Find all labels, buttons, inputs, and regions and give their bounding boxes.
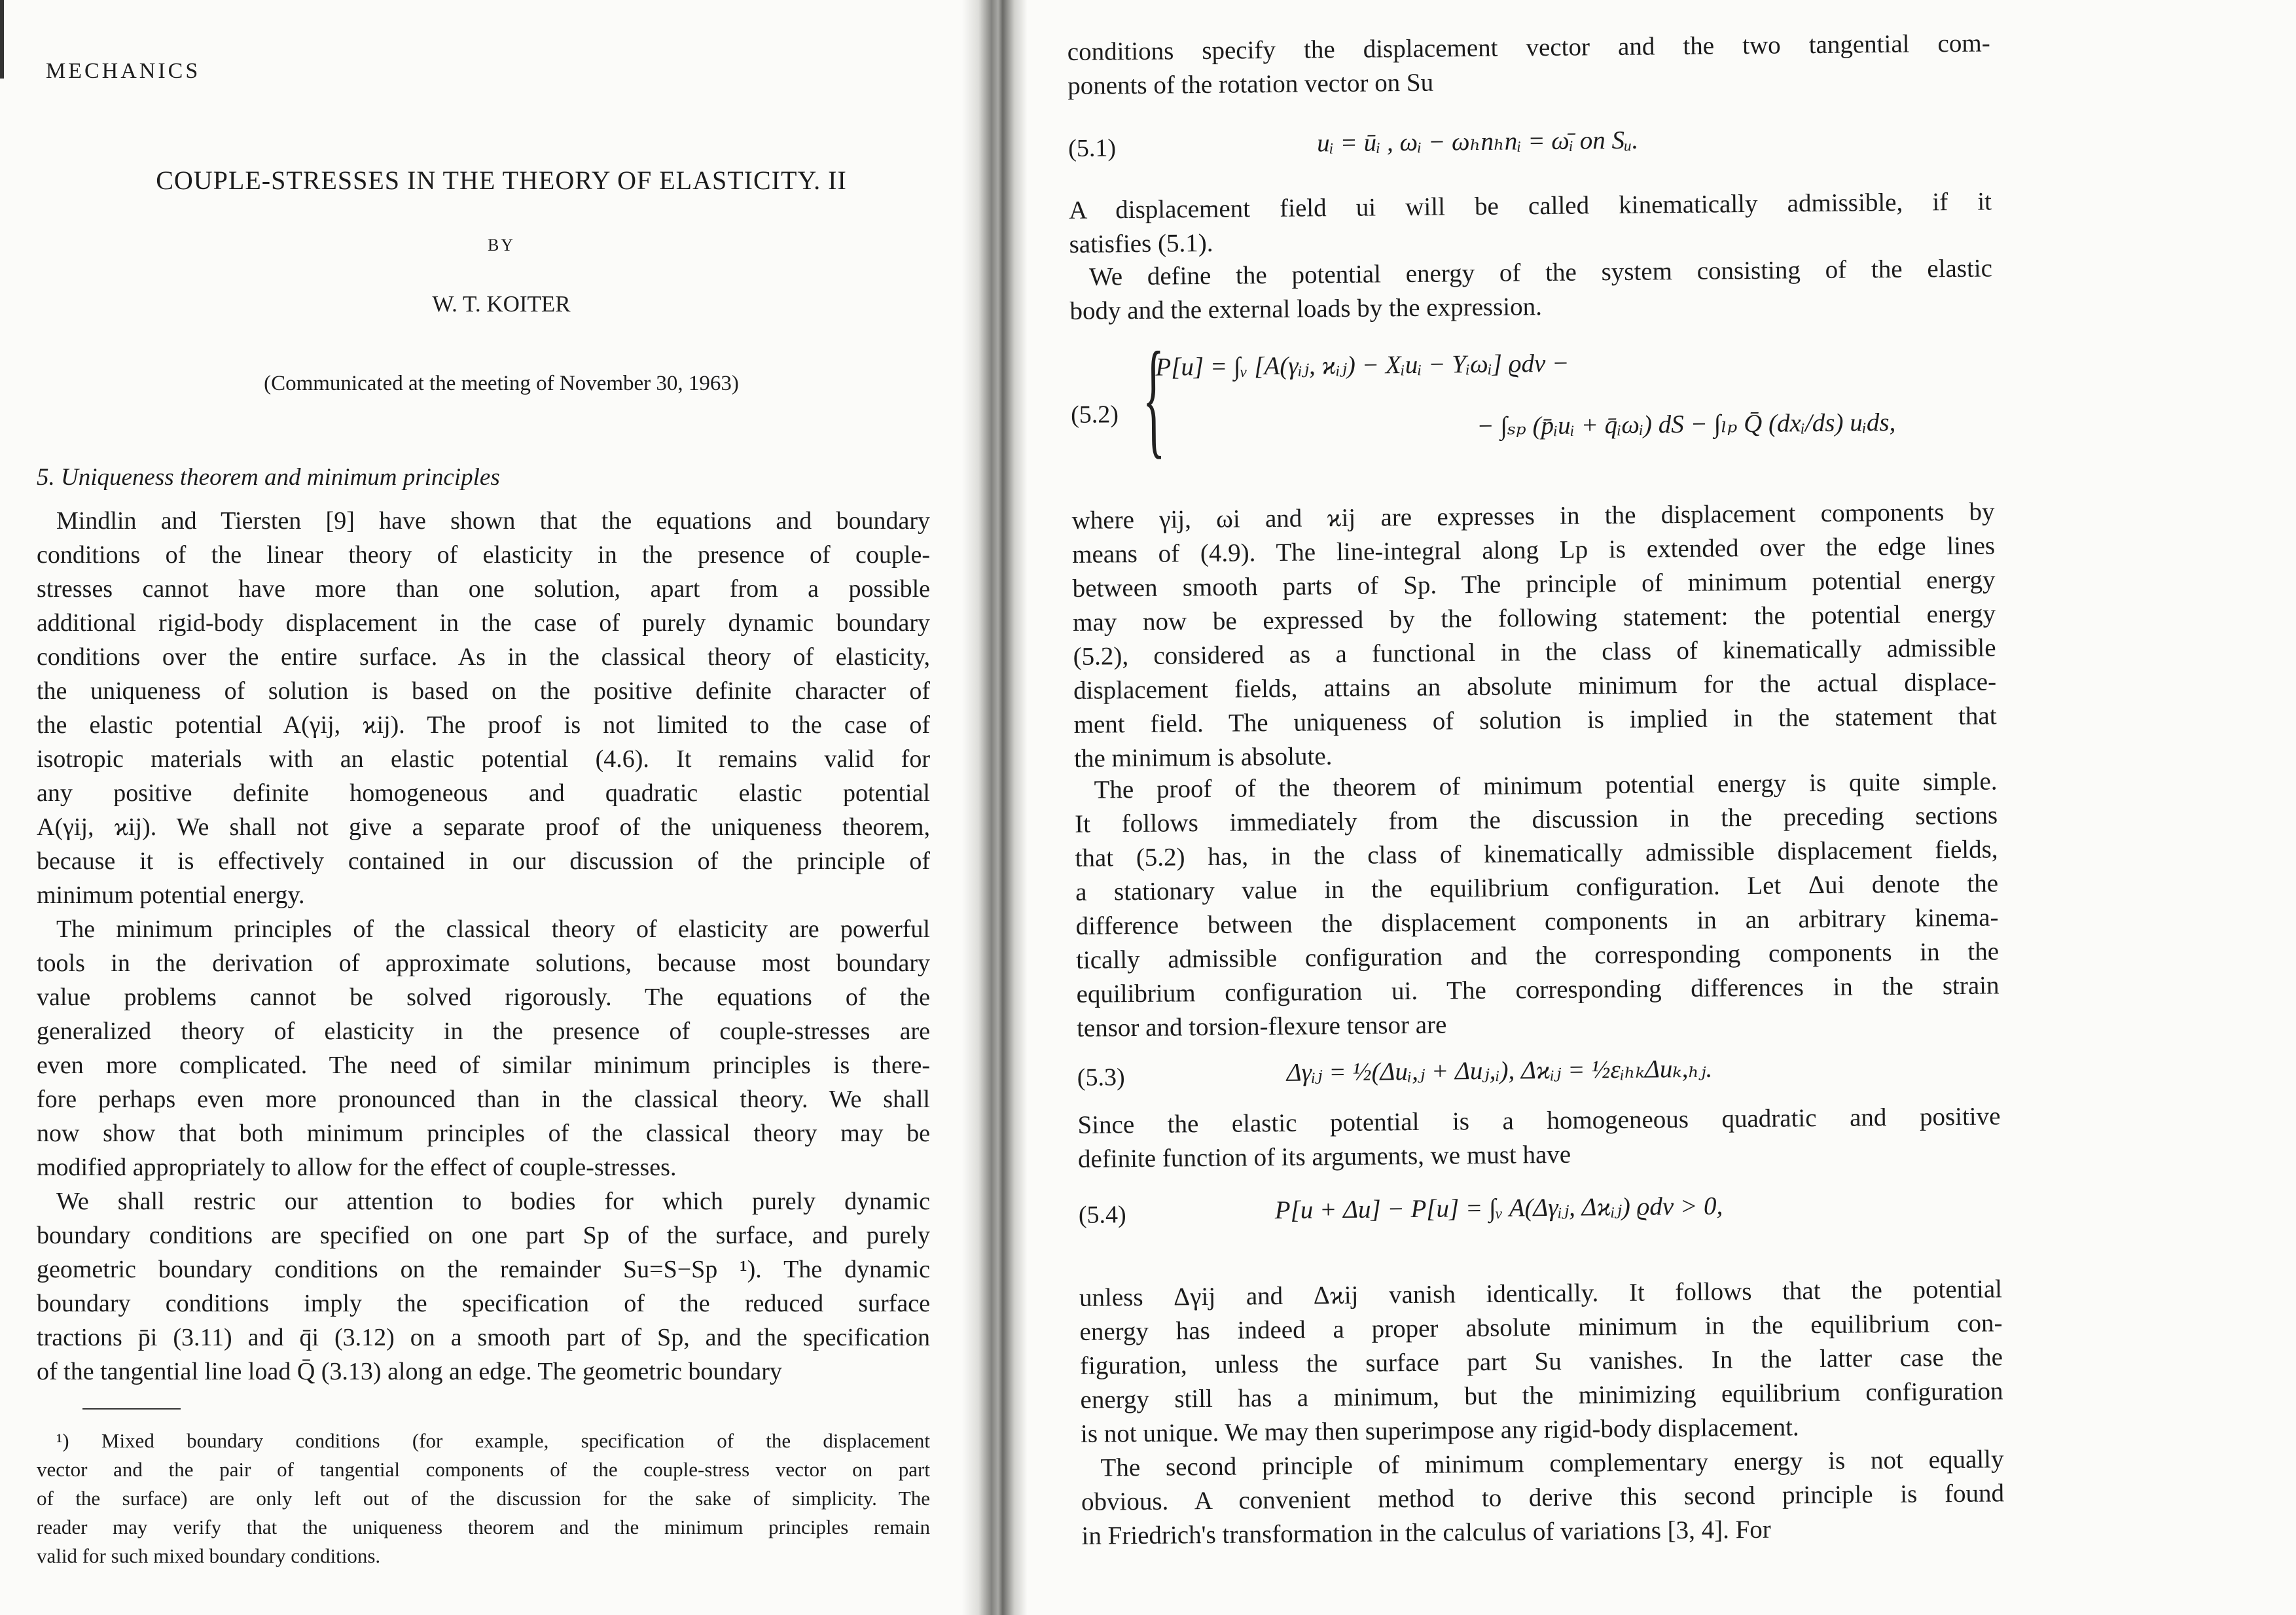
equation-5-1: uᵢ = ūᵢ , ωᵢ − ωₕnₕnᵢ = ω̄ᵢ on Sᵤ.	[1316, 126, 1639, 158]
text-line: modified appropriately to allow for the effect of couple-stresses.	[37, 1154, 677, 1181]
text-line: difference between the displacement components in an arbitrary kinema-	[1075, 903, 1999, 940]
text-line: body and the external loads by the expression.	[1069, 293, 1543, 325]
text-line: satisfies (5.1).	[1069, 228, 1213, 258]
text-line: (5.2), considered as a functional in the class of kinematically admissible	[1073, 633, 1996, 671]
paragraph-7	[1079, 1272, 2005, 1553]
paragraph-4	[1071, 495, 1997, 776]
text-line: A(γij, ϰij). We shall not give a separate proof of the uniqueness theorem,	[37, 813, 930, 841]
paragraph-2	[1069, 185, 1992, 262]
right-page	[1067, 0, 2012, 1615]
text-line: ¹) Mixed boundary conditions (for example, specification of the displacement	[56, 1429, 930, 1452]
text-line: reader may verify that the uniqueness theorem and the minimum principles remain	[37, 1516, 930, 1538]
paragraph-5	[1074, 764, 2000, 1046]
text-line: displacement fields, attains an absolute minimum for the actual displace-	[1073, 667, 1997, 705]
paper-title: COUPLE-STRESSES IN THE THEORY OF ELASTICITY. II	[156, 166, 847, 195]
text-line: We shall restric our attention to bodies for which purely dynamic	[56, 1188, 930, 1215]
equation-5-2-number: (5.2)	[1070, 400, 1119, 429]
text-line: Since the elastic potential is a homogeneous quadratic and positive	[1077, 1102, 2001, 1139]
text-line: energy has indeed a proper absolute minimum in the equilibrium con-	[1079, 1309, 2003, 1346]
text-line: unless Δγij and Δϰij vanish identically. It follows that the potential	[1079, 1275, 2003, 1312]
text-line: a stationary value in the equilibrium configuration. Let Δui denote the	[1075, 869, 1999, 906]
footnote	[37, 1427, 930, 1571]
scan-edge-mark	[0, 0, 4, 79]
text-line: boundary conditions are specified on one part Sp of the surface, and purely	[37, 1222, 930, 1249]
text-line: that (5.2) has, in the class of kinematically admissible displacement fields,	[1075, 835, 1998, 872]
paragraph-6	[1077, 1099, 2001, 1177]
text-line: value problems cannot be solved rigorously. The equations of the	[37, 984, 930, 1011]
equation-brace: {	[1141, 325, 1166, 470]
text-line: of the tangential line load Q̄ (3.13) along an edge. The geometric boundary	[37, 1358, 782, 1385]
text-line: figuration, unless the surface part Su vanishes. In the latter case the	[1079, 1343, 2003, 1380]
text-line: definite function of its arguments, we must have	[1077, 1140, 1571, 1173]
text-line: The second principle of minimum complementary energy is not equally	[1100, 1445, 2004, 1482]
body-text	[37, 504, 930, 1389]
text-line: energy still has a minimum, but the minimizing equilibrium configuration	[1080, 1377, 2003, 1414]
text-line: minimum potential energy.	[37, 881, 305, 909]
text-line: generalized theory of elasticity in the presence of couple-stresses are	[37, 1018, 930, 1045]
text-line: where γij, ωi and ϰij are expresses in the displacement components by	[1071, 497, 1995, 535]
paragraph-1	[1067, 26, 1991, 103]
section-heading: 5. Uniqueness theorem and minimum principles	[37, 464, 500, 491]
text-line: conditions over the entire surface. As in the classical theory of elasticity,	[37, 643, 930, 671]
left-page	[37, 0, 953, 1615]
text-line: fore perhaps even more pronounced than in the classical theory. We shall	[37, 1086, 930, 1113]
text-line: because it is effectively contained in our discussion of the principle of	[37, 847, 930, 875]
text-line: the elastic potential A(γij, ϰij). The proof is not limited to the case of	[37, 711, 930, 739]
book-gutter-shadow	[962, 0, 1028, 1615]
text-line: tools in the derivation of approximate solutions, because most boundary	[37, 949, 930, 977]
text-line: obvious. A convenient method to derive this second principle is found	[1081, 1479, 2005, 1516]
text-line: valid for such mixed boundary conditions.	[37, 1544, 381, 1567]
text-line: tractions p̄i (3.11) and q̄i (3.12) on a smooth part of Sp, and the specification	[37, 1324, 930, 1351]
text-line: means of (4.9). The line-integral along Lp is extended over the edge lines	[1071, 531, 1996, 569]
text-line: We define the potential energy of the system consisting of the elastic	[1088, 254, 1993, 291]
text-line: tensor and torsion-flexure tensor are	[1076, 1010, 1447, 1042]
text-line: additional rigid-body displacement in the case of purely dynamic boundary	[37, 609, 930, 637]
equation-5-4-number: (5.4)	[1078, 1201, 1126, 1229]
equation-5-3-number: (5.3)	[1077, 1063, 1125, 1091]
text-line: It follows immediately from the discussion in the preceding sections	[1074, 801, 1998, 838]
equation-5-4: P[u + Δu] − P[u] = ∫ᵥ A(Δγᵢⱼ, Δϰᵢⱼ) ϱdv > 0,	[1274, 1192, 1723, 1225]
equation-5-1-number: (5.1)	[1067, 134, 1117, 162]
equation-5-2-line-1: P[u] = ∫ᵥ [A(γᵢⱼ, ϰᵢⱼ) − Xᵢuᵢ − Yᵢωᵢ] ϱdv −	[1155, 349, 1570, 382]
text-line: the minimum is absolute.	[1073, 742, 1333, 773]
text-line: between smooth parts of Sp. The principle of minimum potential energy	[1072, 565, 1996, 603]
text-line: conditions specify the displacement vector and the two tangential com-	[1067, 29, 1990, 66]
author-name: W. T. KOITER	[432, 291, 571, 317]
text-line: geometric boundary conditions on the remainder Su=S−Sp ¹). The dynamic	[37, 1256, 930, 1283]
text-line: tically admissible configuration and the corresponding components in the	[1075, 937, 2000, 974]
text-line: even more complicated. The need of similar minimum principles is there-	[37, 1052, 930, 1079]
text-line: conditions of the linear theory of elasticity in the presence of couple-	[37, 541, 930, 569]
text-line: equilibrium configuration ui. The corresponding differences in the strain	[1076, 971, 2000, 1008]
text-line: The proof of the theorem of minimum potential energy is quite simple.	[1094, 767, 1998, 804]
text-line: any positive definite homogeneous and quadratic elastic potential	[37, 779, 930, 807]
paragraph-3	[1069, 251, 1993, 328]
equation-5-3: Δγᵢⱼ = ½(Δuᵢ,ⱼ + Δuⱼ,ᵢ), Δϰᵢⱼ = ½εᵢₕₖΔuₖ,ₕⱼ.	[1286, 1054, 1713, 1087]
text-line: vector and the pair of tangential components of the couple-stress vector on part	[37, 1458, 930, 1481]
text-line: in Friedrich's transformation in the calculus of variations [3, 4]. For	[1081, 1515, 1771, 1550]
text-line: boundary conditions imply the specification of the reduced surface	[37, 1290, 930, 1317]
text-line: is not unique. We may then superimpose any rigid-body displacement.	[1080, 1413, 1799, 1448]
text-line: isotropic materials with an elastic potential (4.6). It remains valid for	[37, 745, 930, 773]
text-line: may now be expressed by the following statement: the potential energy	[1072, 599, 1996, 637]
byline-label: BY	[487, 236, 516, 255]
text-line: now show that both minimum principles of the classical theory may be	[37, 1120, 930, 1147]
text-line: stresses cannot have more than one solution, apart from a possible	[37, 575, 930, 603]
text-line: of the surface) are only left out of the discussion for the sake of simplicity. The	[37, 1487, 930, 1510]
equation-5-2-line-2: − ∫ₛₚ (p̄ᵢuᵢ + q̄ᵢωᵢ) dS − ∫ₗₚ Q̄ (dxᵢ/ds) uᵢds,	[1477, 408, 1896, 441]
communicated-note: (Communicated at the meeting of November 30, 1963)	[264, 372, 739, 395]
text-line: A displacement field ui will be called kinematically admissible, if it	[1068, 187, 1992, 224]
text-line: The minimum principles of the classical theory of elasticity are powerful	[56, 915, 930, 943]
running-head: MECHANICS	[46, 59, 201, 83]
text-line: ponents of the rotation vector on Su	[1067, 68, 1434, 100]
footnote-rule	[82, 1408, 181, 1410]
text-line: the uniqueness of solution is based on the positive definite character of	[37, 677, 930, 705]
text-line: Mindlin and Tiersten [9] have shown that the equations and boundary	[56, 507, 930, 535]
text-line: ment field. The uniqueness of solution is implied in the statement that	[1073, 701, 1997, 739]
